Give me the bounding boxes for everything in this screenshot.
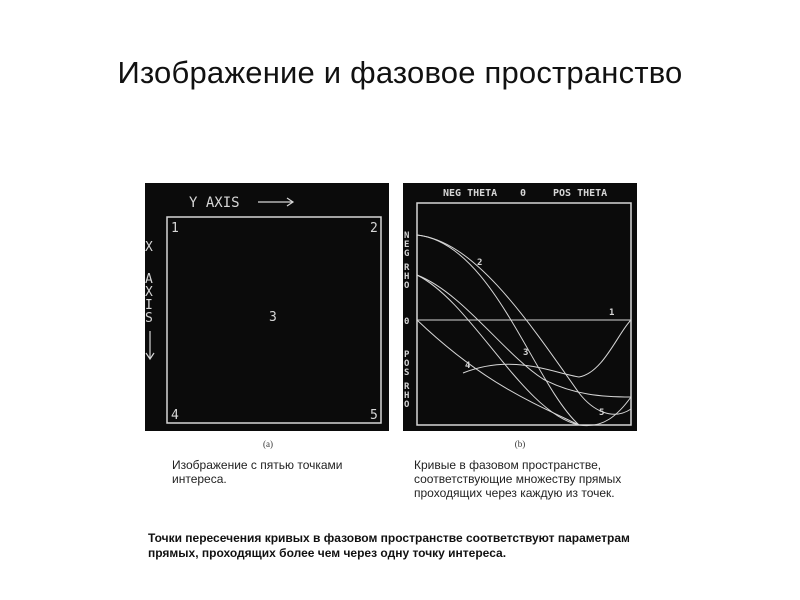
curve-label-2: 2: [477, 258, 483, 268]
image-panel: [145, 183, 389, 431]
phase-frame: [417, 203, 631, 425]
point-label-2: 2: [370, 221, 378, 236]
figure-label-b: (b): [514, 439, 526, 449]
caption-a: Изображение с пятью точками интереса.: [172, 458, 343, 486]
curve-label-4: 4: [465, 361, 471, 371]
x-axis-letter-s: S: [145, 311, 153, 326]
curve-2: [417, 235, 631, 414]
curve-label-5: 5: [599, 408, 605, 418]
y-axis-arrow-icon: [258, 198, 293, 206]
point-label-1: 1: [171, 221, 179, 236]
x-axis-label: [145, 240, 161, 326]
point-label-4: 4: [171, 408, 179, 423]
zero-theta-label: 0: [520, 188, 527, 199]
curve-label-3: 3: [523, 348, 529, 358]
zero-rho-label: 0: [404, 317, 410, 327]
curve-label-1: 1: [609, 308, 615, 318]
caption-b: Кривые в фазовом пространстве, соответствующие множеству прямых проходящих через каждую из точек.: [414, 458, 622, 500]
x-axis-letter-i: I: [145, 298, 153, 313]
conclusion-note: Точки пересечения кривых в фазовом пространстве соответствуют параметрам прямых, проходящих более чем через одну точку интереса.: [148, 531, 630, 560]
phase-space-panel: [403, 183, 637, 431]
pos-rho-label: P O S R H O: [404, 350, 410, 410]
x-axis-letter-x2: X: [145, 285, 153, 300]
neg-theta-label: NEG THETA: [443, 188, 498, 199]
curve-3-branch: [417, 275, 579, 425]
phase-space-graphic: [403, 183, 637, 431]
point-label-5: 5: [370, 408, 378, 423]
curve-4: [417, 275, 631, 397]
pos-theta-label: POS THETA: [553, 188, 608, 199]
curve-2-branch: [417, 235, 579, 425]
y-axis-label: Y AXIS: [189, 195, 240, 211]
image-panel-graphic: [145, 183, 389, 431]
slide-title: Изображение и фазовое пространство: [117, 55, 683, 90]
figure-label-a: (a): [263, 439, 273, 449]
x-axis-arrow-icon: [146, 331, 154, 359]
x-axis-letter-x: X: [145, 240, 153, 255]
x-axis-letter-a: A: [145, 272, 153, 287]
neg-rho-label: N E G R H O: [404, 231, 410, 291]
point-label-3: 3: [269, 310, 277, 325]
